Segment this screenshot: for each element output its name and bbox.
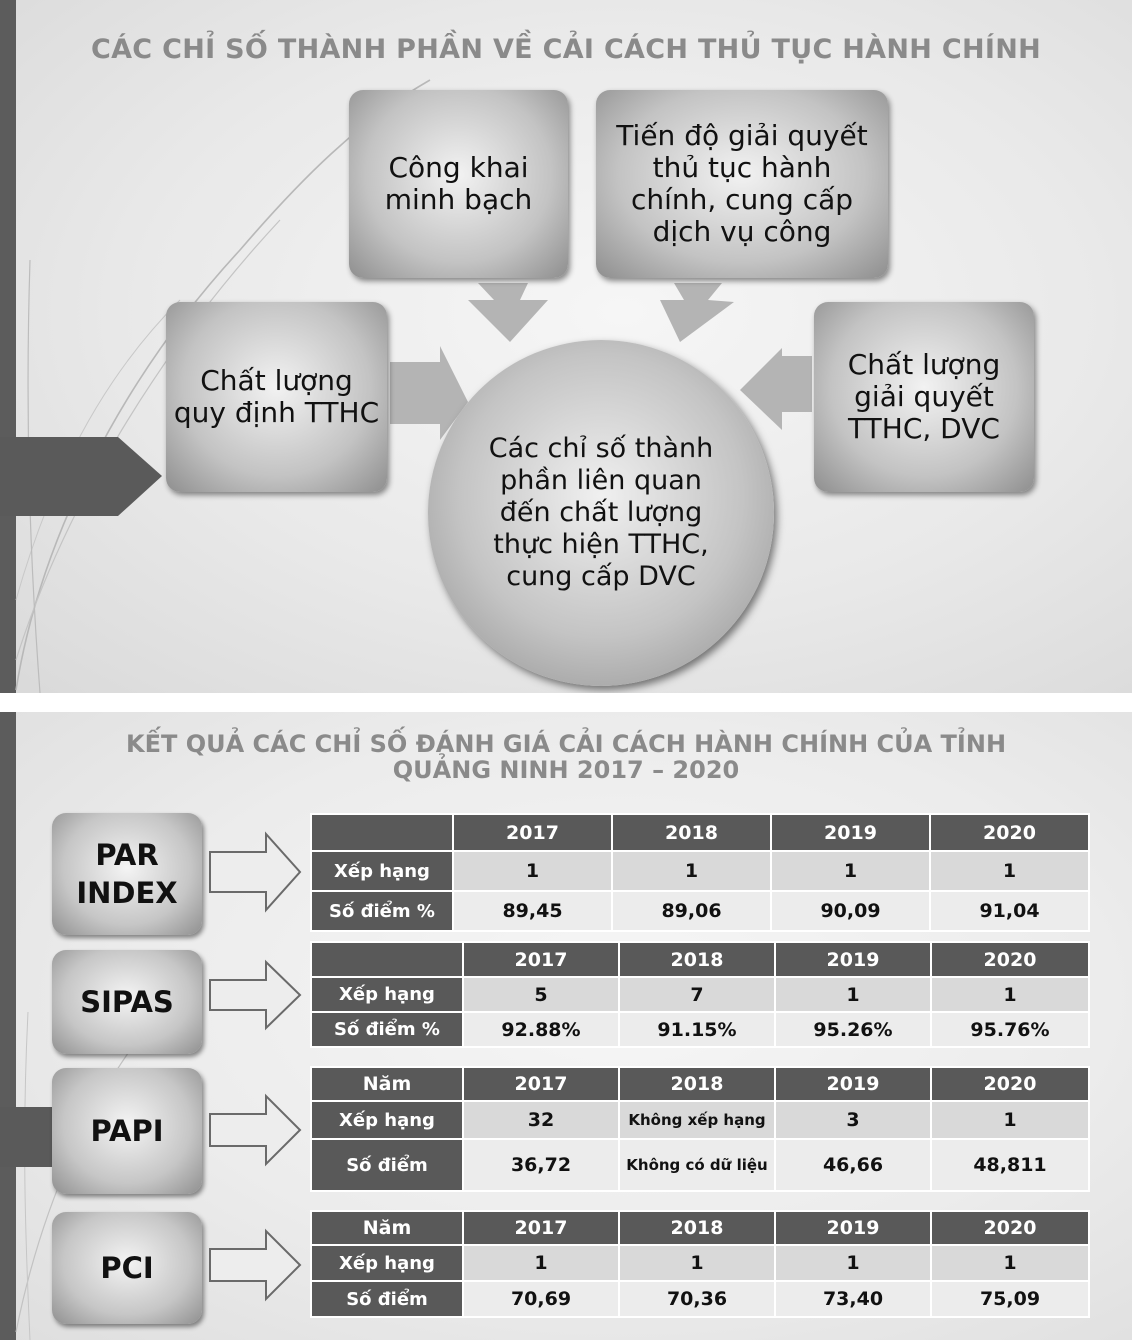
- slide1-title: CÁC CHỈ SỐ THÀNH PHẦN VỀ CẢI CÁCH THỦ TỤC HÀNH CHÍNH: [90, 34, 1041, 65]
- cell: 91,04: [930, 891, 1089, 931]
- arrow-down-right-icon: [660, 283, 734, 342]
- table-par-index: [310, 813, 1090, 932]
- header-cell: 2019: [771, 814, 930, 851]
- table-row: [311, 851, 1089, 891]
- header-cell: Năm: [311, 1067, 463, 1101]
- header-cell: 2019: [775, 942, 931, 977]
- cell: 91.15%: [619, 1012, 775, 1047]
- row-label: Xếp hạng: [311, 851, 453, 891]
- cell: 46,66: [775, 1139, 931, 1191]
- table-row: [311, 1281, 1089, 1317]
- cell: 73,40: [775, 1281, 931, 1317]
- arrow-pci-icon: [210, 1231, 300, 1299]
- cell: 70,69: [463, 1281, 619, 1317]
- row-label: Số điểm %: [311, 891, 453, 931]
- box-cong-khai-text: Công khai minh bạch: [384, 151, 533, 216]
- cell: 90,09: [771, 891, 930, 931]
- cell: 7: [619, 977, 775, 1012]
- header-cell: 2017: [453, 814, 612, 851]
- cell: 92.88%: [463, 1012, 619, 1047]
- table-row: [311, 977, 1089, 1012]
- cell: Không xếp hạng: [619, 1101, 775, 1139]
- box-tien-do-text: Tiến độ giải quyết thủ tục hành chính, cung cấp dịch vụ công: [616, 119, 868, 248]
- cell: Không có dữ liệu: [619, 1139, 775, 1191]
- table-header-row: [311, 814, 1089, 851]
- cell: 1: [775, 977, 931, 1012]
- header-cell: Năm: [311, 1211, 463, 1245]
- header-cell: 2017: [463, 942, 619, 977]
- box-chat-luong-giai-quyet: [814, 302, 1034, 492]
- cell: 1: [619, 1245, 775, 1281]
- cell: 1: [931, 1245, 1089, 1281]
- box-chat-luong-quy-dinh-text: Chất lượng quy định TTHC: [173, 364, 380, 429]
- slide2-title: [0, 731, 1132, 783]
- table-header-row: [311, 1067, 1089, 1101]
- table-header-row: [311, 942, 1089, 977]
- table-row: [311, 1245, 1089, 1281]
- arrow-papi-icon: [210, 1096, 300, 1164]
- table-row: [311, 1101, 1089, 1139]
- row-label: Xếp hạng: [311, 1101, 463, 1139]
- cell: 70,36: [619, 1281, 775, 1317]
- arrow-left-icon: [740, 348, 812, 430]
- cell: 1: [453, 851, 612, 891]
- arrow-par-icon: [210, 834, 300, 910]
- header-cell: 2018: [619, 942, 775, 977]
- cell: 5: [463, 977, 619, 1012]
- cell: 32: [463, 1101, 619, 1139]
- header-cell: 2019: [775, 1067, 931, 1101]
- slide2-title-line2: QUẢNG NINH 2017 – 2020: [392, 756, 740, 784]
- cell: 1: [931, 1101, 1089, 1139]
- box-chat-luong-giai-quyet-text: Chất lượng giải quyết TTHC, DVC: [847, 348, 1001, 445]
- cell: 1: [612, 851, 771, 891]
- center-circle: [428, 340, 774, 686]
- row-label: Số điểm %: [311, 1012, 463, 1047]
- cell: 75,09: [931, 1281, 1089, 1317]
- slide2-title-line1: KẾT QUẢ CÁC CHỈ SỐ ĐÁNH GIÁ CẢI CÁCH HÀNH CHÍNH CỦA TỈNH: [125, 730, 1007, 758]
- box-cong-khai: [349, 90, 568, 278]
- cell: 1: [775, 1245, 931, 1281]
- header-cell: 2020: [930, 814, 1089, 851]
- cell: 36,72: [463, 1139, 619, 1191]
- cell: 95.26%: [775, 1012, 931, 1047]
- row-label: Số điểm: [311, 1139, 463, 1191]
- row-label: Xếp hạng: [311, 977, 463, 1012]
- box-tien-do: [596, 90, 888, 278]
- header-cell: 2020: [931, 1211, 1089, 1245]
- label-pci: PCI: [52, 1212, 202, 1324]
- arrow-sipas-icon: [210, 962, 300, 1028]
- cell: 1: [930, 851, 1089, 891]
- chevron-arrow-icon: [0, 437, 162, 516]
- header-cell: 2018: [619, 1067, 775, 1101]
- header-cell: 2019: [775, 1211, 931, 1245]
- header-cell: 2020: [931, 1067, 1089, 1101]
- row-label: Xếp hạng: [311, 1245, 463, 1281]
- header-cell: 2018: [619, 1211, 775, 1245]
- cell: 89,06: [612, 891, 771, 931]
- box-chat-luong-quy-dinh: [166, 302, 387, 492]
- row-label: Số điểm: [311, 1281, 463, 1317]
- header-cell: 2020: [931, 942, 1089, 977]
- cell: 48,811: [931, 1139, 1089, 1191]
- label-par-line2: INDEX: [76, 876, 178, 910]
- table-papi: [310, 1066, 1090, 1192]
- header-cell: 2018: [612, 814, 771, 851]
- cell: 1: [931, 977, 1089, 1012]
- label-papi: PAPI: [52, 1068, 202, 1194]
- label-par-line1: PAR: [95, 838, 159, 872]
- cell: 95.76%: [931, 1012, 1089, 1047]
- table-header-row: [311, 1211, 1089, 1245]
- label-sipas: SIPAS: [52, 950, 202, 1054]
- cell: 1: [771, 851, 930, 891]
- table-pci: [310, 1210, 1090, 1318]
- header-cell: [311, 814, 453, 851]
- table-row: [311, 1139, 1089, 1191]
- cell: 1: [463, 1245, 619, 1281]
- table-row: [311, 1012, 1089, 1047]
- cell: 3: [775, 1101, 931, 1139]
- label-par-index: [52, 813, 202, 935]
- center-circle-text: Các chỉ số thành phần liên quan đến chất lượng thực hiện TTHC, cung cấp DVC: [488, 433, 714, 592]
- header-cell: [311, 942, 463, 977]
- table-sipas: [310, 941, 1090, 1048]
- header-cell: 2017: [463, 1067, 619, 1101]
- cell: 89,45: [453, 891, 612, 931]
- table-row: [311, 891, 1089, 931]
- header-cell: 2017: [463, 1211, 619, 1245]
- arrow-down-left-icon: [468, 283, 548, 342]
